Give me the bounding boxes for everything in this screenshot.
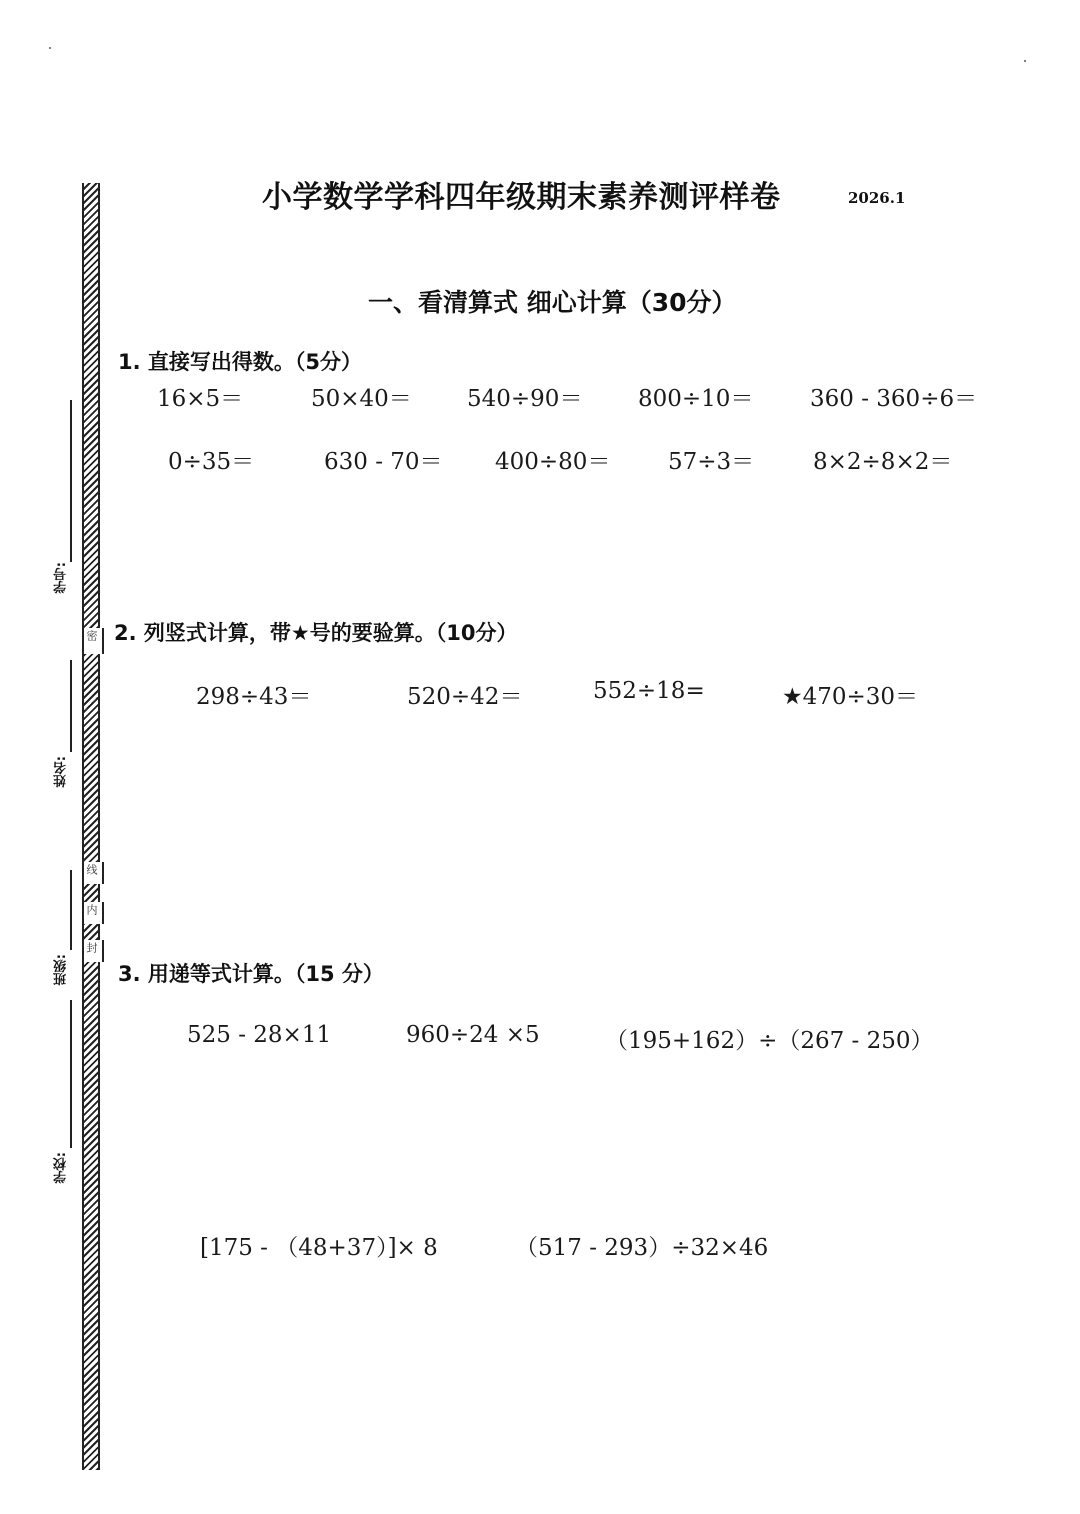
long-division-item: 552÷18= (593, 678, 705, 704)
seal-char: 线 (85, 864, 98, 875)
question-1-title: 1. 直接写出得数。（5分） (118, 350, 363, 374)
seal-char: 密 (85, 630, 98, 641)
student-id-label: 学号: (54, 562, 69, 594)
arithmetic-item: 360 - 360÷6＝ (810, 386, 978, 412)
section-title: 一、看清算式 细心计算（30分） (368, 288, 737, 317)
long-division-item: 298÷43＝ (196, 684, 312, 710)
arithmetic-item: 0÷35＝ (168, 449, 255, 475)
arithmetic-item: 57÷3＝ (668, 449, 755, 475)
arithmetic-item: 8×2÷8×2＝ (813, 449, 953, 475)
step-calc-item: 960÷24 ×5 (406, 1022, 540, 1048)
name-line (70, 660, 72, 752)
class-label: 班级: (54, 954, 69, 986)
seal-char: 封 (85, 942, 98, 953)
arithmetic-item: 50×40＝ (311, 386, 412, 412)
question-2-title: 2. 列竖式计算，带★号的要验算。（10分） (114, 621, 518, 645)
arithmetic-item: 630 - 70＝ (324, 449, 443, 475)
name-label: 姓名: (54, 756, 69, 788)
seal-char: 内 (85, 904, 98, 915)
arithmetic-item: 800÷10＝ (638, 386, 754, 412)
school-line (70, 1000, 72, 1148)
student-id-line (70, 400, 72, 562)
step-calc-item: （517 - 293）÷32×46 (515, 1235, 769, 1261)
long-division-item: ★470÷30＝ (782, 684, 919, 710)
scan-speck (1024, 60, 1026, 62)
step-calc-item: [175 - （48+37）]× 8 (200, 1235, 438, 1261)
step-calc-item: （195+162）÷（267 - 250） (605, 1028, 934, 1054)
school-label: 学校: (54, 1152, 69, 1184)
question-3-title: 3. 用递等式计算。（15 分） (118, 962, 384, 986)
class-line (70, 870, 72, 950)
exam-title: 小学数学学科四年级期末素养测评样卷 (262, 180, 781, 215)
binding-stripe (82, 183, 100, 1470)
arithmetic-item: 540÷90＝ (467, 386, 583, 412)
step-calc-item: 525 - 28×11 (187, 1022, 332, 1048)
long-division-item: 520÷42＝ (407, 684, 523, 710)
scan-speck (49, 47, 51, 49)
arithmetic-item: 400÷80＝ (495, 449, 611, 475)
arithmetic-item: 16×5＝ (157, 386, 244, 412)
exam-date: 2026.1 (848, 189, 906, 207)
